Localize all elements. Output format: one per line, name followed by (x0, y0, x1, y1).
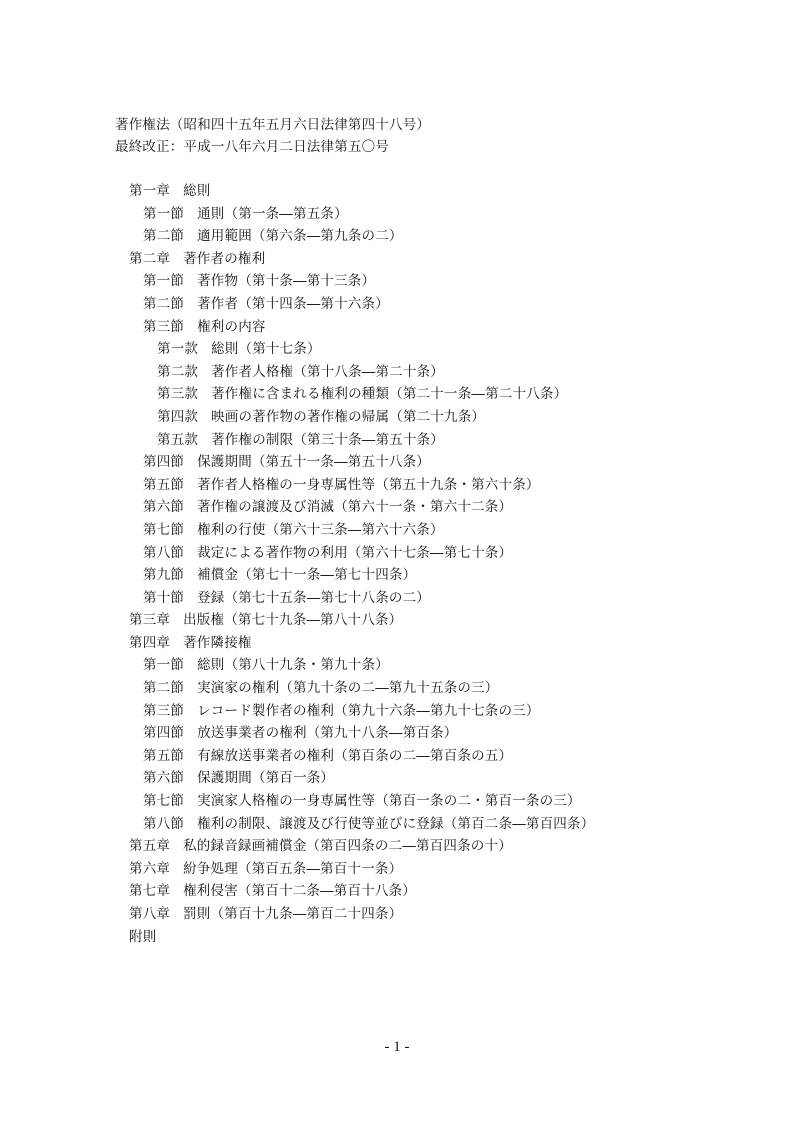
toc-entry-title: 出版権（第七十九条―第八十八条） (183, 612, 403, 629)
toc-entry-number: 第七節 (143, 793, 185, 810)
toc-subsection (0, 406, 794, 429)
toc-entry-number: 第一節 (143, 657, 185, 674)
toc-entry-number: 第六節 (143, 499, 185, 516)
law-title: 著作権法（昭和四十五年五月六日法律第四十八号） (115, 117, 431, 133)
toc-entry-number: 第八節 (143, 815, 185, 832)
toc-entry-number: 第七章 (129, 883, 171, 900)
toc-section (0, 745, 794, 768)
last-amended: 最終改正：平成一八年六月二日法律第五〇号 (115, 139, 389, 155)
toc-entry-title: 私的録音録画補償金（第百四条の二―第百四条の十） (183, 838, 512, 855)
toc-entry-title: 映画の著作物の著作権の帰属（第二十九条） (211, 408, 486, 425)
toc-entry-number: 第七節 (143, 521, 185, 538)
toc-entry-title: 放送事業者の権利（第九十八条―第百条） (197, 725, 458, 742)
toc-section (0, 813, 794, 836)
toc-subsection (0, 429, 794, 452)
toc-entry-number: 第二款 (157, 363, 199, 380)
toc-entry-number: 第三款 (157, 386, 199, 403)
toc-chapter (0, 632, 794, 655)
toc-entry-title: 著作者（第十四条―第十六条） (197, 295, 389, 312)
toc-section (0, 722, 794, 745)
toc-chapter (0, 903, 794, 926)
toc-entry-number: 第四章 (129, 634, 171, 651)
toc-entry-number: 第四節 (143, 725, 185, 742)
toc-entry-title: 権利の行使（第六十三条―第六十六条） (197, 521, 444, 538)
toc-entry-number: 第四節 (143, 454, 185, 471)
toc-entry-title: 保護期間（第五十一条―第五十八条） (197, 454, 431, 471)
toc-entry-number: 第二節 (143, 228, 185, 245)
toc-entry-title: 総則（第八十九条・第九十条） (197, 657, 389, 674)
document-header (115, 114, 430, 158)
toc-section (0, 767, 794, 790)
toc-entry-number: 第二節 (143, 680, 185, 697)
toc-chapter (0, 880, 794, 903)
toc-entry-title: 総則 (183, 183, 211, 199)
toc-entry-title: 著作権に含まれる権利の種類（第二十一条―第二十八条） (211, 386, 568, 403)
toc-entry-number: 第五章 (129, 838, 171, 855)
toc-entry-number: 第一節 (143, 205, 185, 222)
toc-entry-number: 第二節 (143, 295, 185, 312)
toc-entry-title: 著作隣接権 (183, 634, 252, 651)
toc-entry-title: 著作者人格権の一身専属性等（第五十九条・第六十条） (197, 476, 540, 493)
toc-section (0, 587, 794, 610)
toc-entry-title: 実演家の権利（第九十条の二―第九十五条の三） (197, 680, 499, 697)
toc-entry-title: 総則（第十七条） (211, 341, 321, 358)
toc-entry-number: 第五節 (143, 747, 185, 764)
toc-section (0, 564, 794, 587)
toc-entry-number: 第八節 (143, 544, 185, 561)
toc-subsection (0, 383, 794, 406)
toc-entry-number: 第六章 (129, 860, 171, 877)
toc-chapter (0, 248, 794, 271)
toc-entry-number: 第十節 (143, 589, 185, 606)
toc-chapter (0, 858, 794, 881)
toc-entry-title: 通則（第一条―第五条） (197, 205, 348, 222)
toc-entry-title: 権利の制限、譲渡及び行使等並びに登録（第百二条―第百四条） (197, 815, 595, 832)
toc-section (0, 542, 794, 565)
toc-section (0, 677, 794, 700)
toc-section (0, 654, 794, 677)
toc-section (0, 225, 794, 248)
toc-entry-number: 第三節 (143, 318, 185, 335)
toc-entry-title: 保護期間（第百一条） (197, 770, 335, 787)
toc-section (0, 451, 794, 474)
toc-section (0, 496, 794, 519)
toc-section (0, 474, 794, 497)
toc-entry-title: レコード製作者の権利（第九十六条―第九十七条の三） (197, 702, 540, 719)
toc-section (0, 270, 794, 293)
toc-entry-number: 第六節 (143, 770, 185, 787)
toc-section (0, 316, 794, 339)
toc-entry-title: 補償金（第七十一条―第七十四条） (197, 567, 417, 584)
toc-section (0, 203, 794, 226)
toc-entry-title: 罰則（第百十九条―第百二十四条） (183, 906, 403, 922)
toc-chapter (0, 835, 794, 858)
toc-entry-number: 第八章 (129, 906, 171, 922)
toc-entry-title: 裁定による著作物の利用（第六十七条―第七十条） (197, 544, 513, 561)
toc-entry-number: 第四款 (157, 408, 199, 425)
page-number: - 1 - (384, 1039, 410, 1055)
toc-entry-number: 第三章 (129, 612, 171, 629)
toc-entry-title: 登録（第七十五条―第七十八条の二） (197, 589, 431, 606)
toc-section (0, 790, 794, 813)
toc-section (0, 293, 794, 316)
toc-entry-title: 著作物（第十条―第十三条） (197, 273, 376, 290)
toc-chapter (0, 609, 794, 632)
toc-entry-number: 第二章 (129, 250, 171, 267)
toc-entry-title: 紛争処理（第百五条―第百十一条） (183, 860, 403, 877)
toc-entry-number: 第一章 (129, 183, 171, 199)
toc-entry-number: 第一節 (143, 273, 185, 290)
toc-entry-title: 著作権の譲渡及び消滅（第六十一条・第六十二条） (197, 499, 513, 516)
toc-chapter (0, 180, 794, 203)
toc-entry-number: 第五節 (143, 476, 185, 493)
toc-entry-number: 第五款 (157, 431, 199, 448)
toc-entry-number: 第三節 (143, 702, 185, 719)
toc-entry-title: 権利の内容 (197, 318, 266, 335)
toc-entry-title: 著作者人格権（第十八条―第二十条） (211, 363, 445, 380)
toc-subsection (0, 338, 794, 361)
toc-entry-title: 附則 (129, 928, 157, 945)
toc-entry-title: 適用範囲（第六条―第九条の二） (197, 228, 403, 245)
toc-section (0, 519, 794, 542)
toc-chapter (0, 926, 794, 949)
toc-entry-title: 実演家人格権の一身専属性等（第百一条の二・第百一条の三） (197, 793, 581, 810)
toc-subsection (0, 361, 794, 384)
toc-entry-title: 著作権の制限（第三十条―第五十条） (211, 431, 445, 448)
toc-entry-title: 著作者の権利 (183, 250, 266, 267)
toc-entry-title: 有線放送事業者の権利（第百条の二―第百条の五） (197, 747, 513, 764)
table-of-contents (0, 180, 794, 948)
toc-entry-number: 第九節 (143, 567, 185, 584)
toc-entry-title: 権利侵害（第百十二条―第百十八条） (183, 883, 417, 900)
toc-entry-number: 第一款 (157, 341, 199, 358)
toc-section (0, 700, 794, 723)
